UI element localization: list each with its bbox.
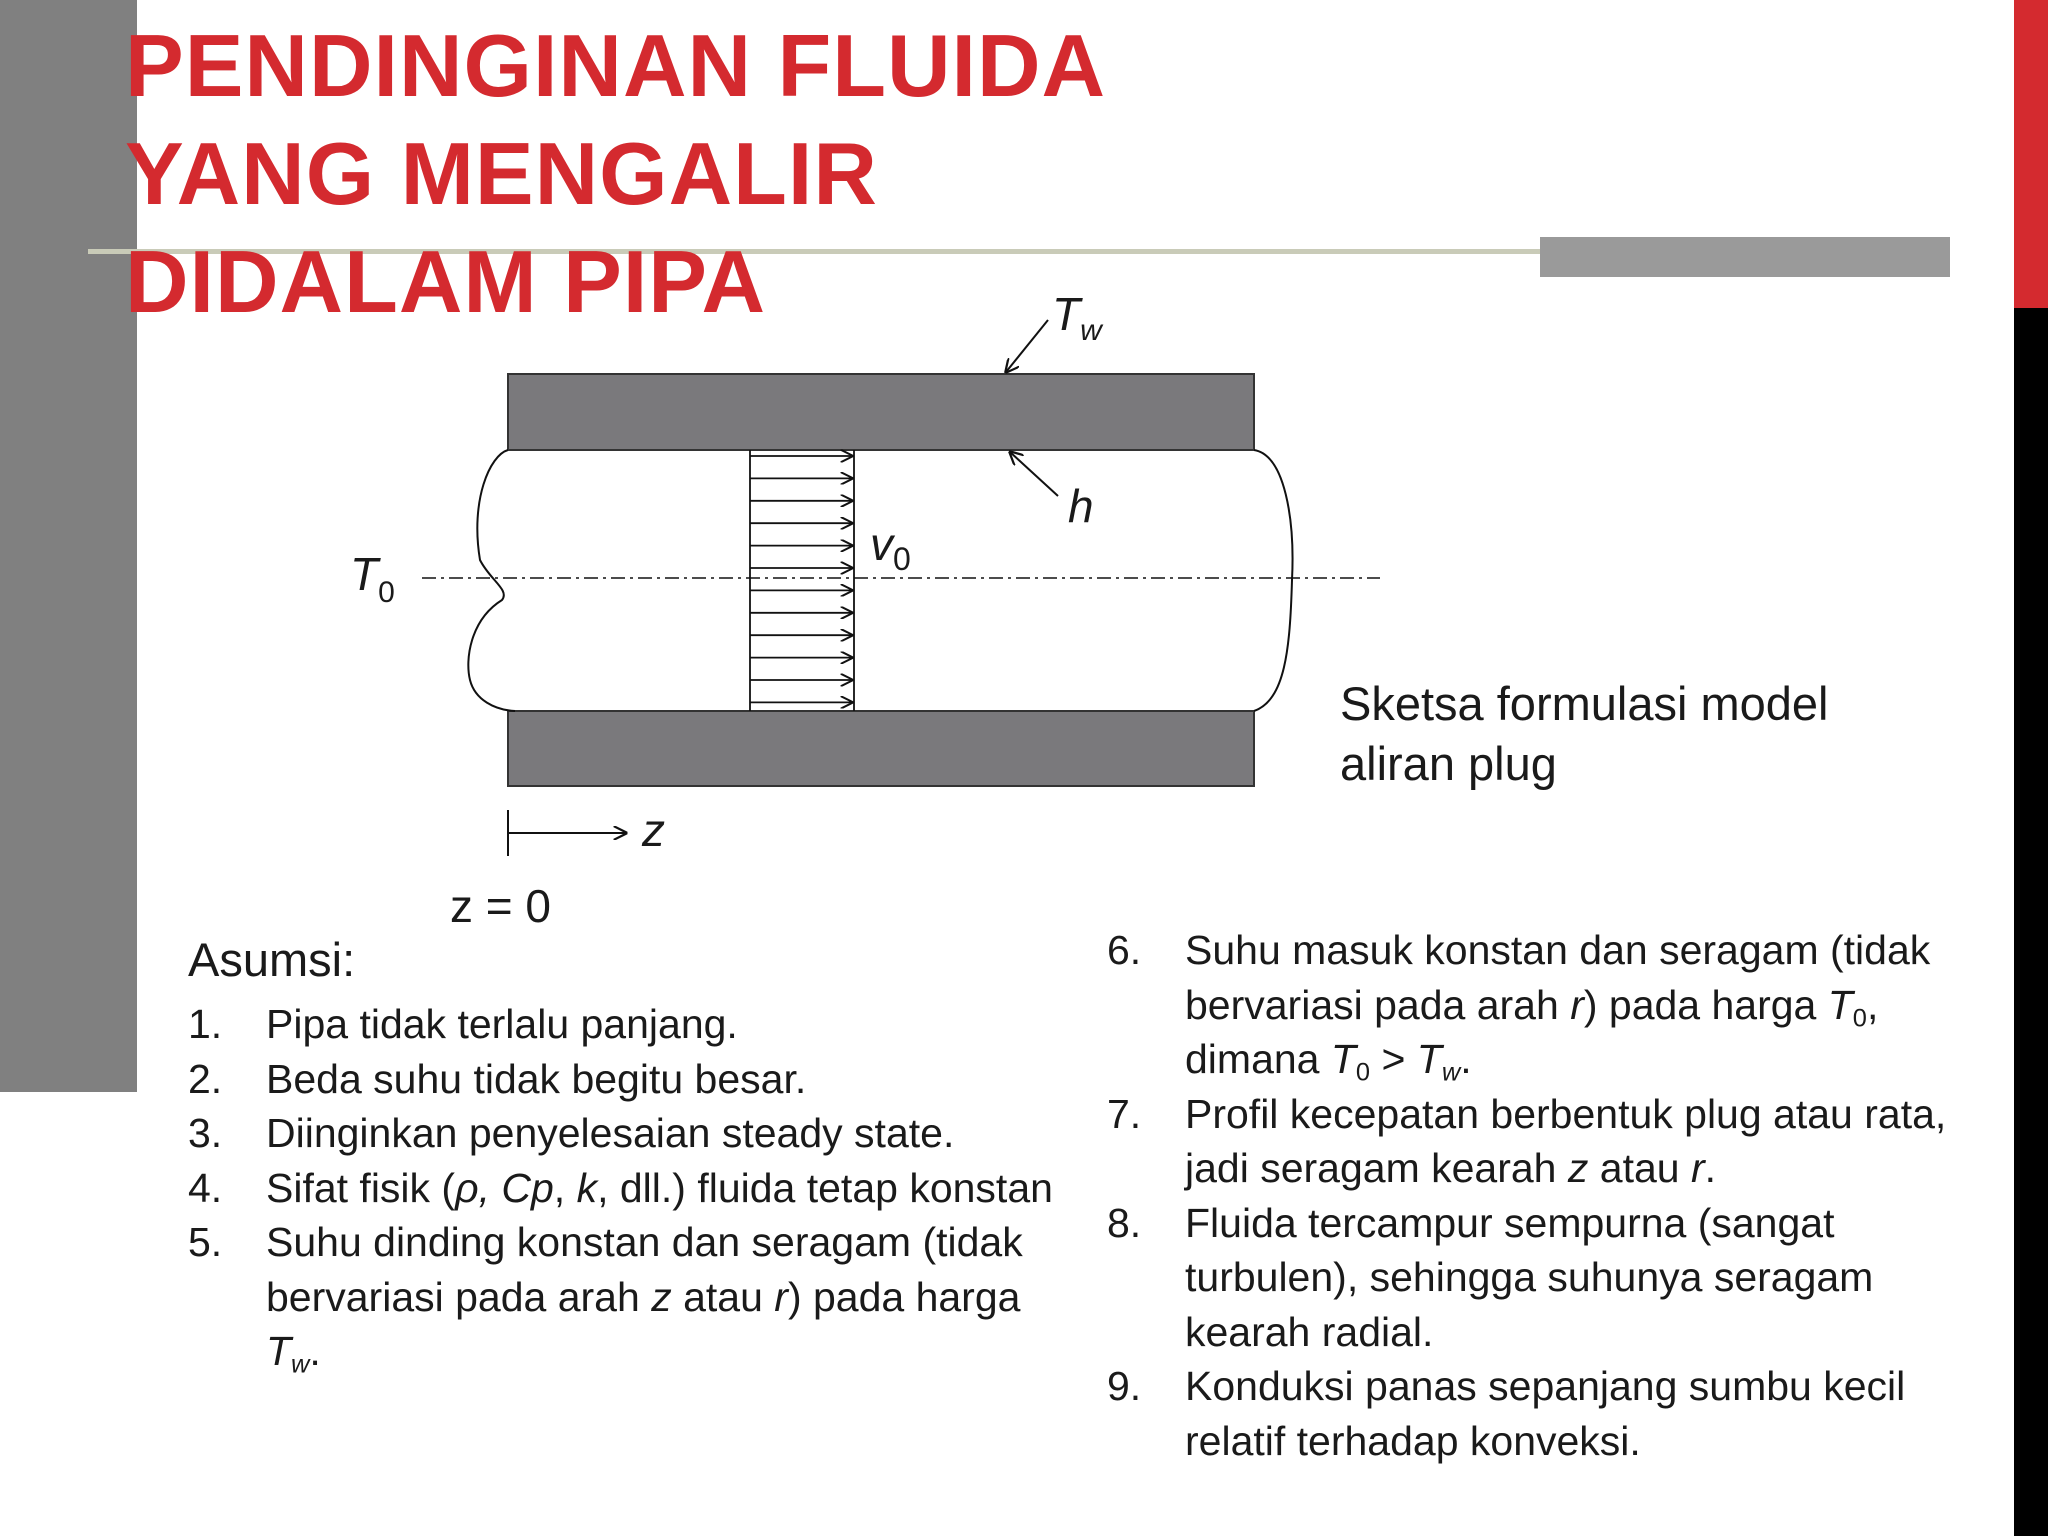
- title-line-2: YANG MENGALIR: [125, 124, 878, 223]
- pipe-bottom-wall: [508, 711, 1254, 786]
- assumptions-list-left: [188, 997, 1068, 1379]
- plug-flow-diagram: [330, 280, 1400, 940]
- title-line-3: DIDALAM PIPA: [125, 232, 767, 331]
- h-arrow: [1010, 452, 1058, 496]
- caption-line-2: aliran plug: [1340, 737, 1557, 790]
- list-item: 4. Sifat fisik (ρ, Cp, k, dll.) fluida tetap konstan: [188, 1164, 1053, 1211]
- assumptions-heading: Asumsi:: [188, 933, 356, 986]
- list-item: 5. Suhu dinding konstan dan seragam (tidak bervariasi pada arah z atau r) pada harga $T_w$.: [188, 1219, 1023, 1379]
- z-label: z: [642, 804, 665, 856]
- list-item: 2. Beda suhu tidak begitu besar.: [188, 1055, 807, 1102]
- tw-arrow: [1006, 320, 1048, 372]
- v0-label: $v_0$: [870, 518, 911, 577]
- list-item: 9. Konduksi panas sepanjang sumbu kecil relatif terhadap konveksi.: [1107, 1363, 1906, 1464]
- t0-label: $T_0$: [350, 548, 395, 609]
- right-black-accent: [2014, 308, 2048, 1536]
- pipe-top-wall: [508, 374, 1254, 450]
- plug-velocity-profile: [750, 450, 854, 711]
- diagram-caption: [1340, 674, 1828, 794]
- z0-label: z = 0: [450, 880, 552, 932]
- assumptions-list-right: [1107, 923, 1987, 1468]
- list-item: 3. Diinginkan penyelesaian steady state.: [188, 1110, 955, 1156]
- pipe-inlet-profile: [468, 450, 515, 711]
- left-gray-bar: [0, 0, 137, 1092]
- title-line-1: PENDINGINAN FLUIDA: [125, 16, 1107, 115]
- h-label: h: [1068, 480, 1094, 532]
- list-item: 8. Fluida tercampur sempurna (sangat turbulen), sehingga suhunya seragam kearah radial.: [1107, 1199, 1874, 1355]
- right-red-accent: [2014, 0, 2048, 308]
- list-item: 7. Profil kecepatan berbentuk plug atau rata, jadi seragam kearah z atau r.: [1107, 1090, 1947, 1191]
- caption-line-1: Sketsa formulasi model: [1340, 677, 1829, 730]
- tw-label: $T_w$: [1052, 288, 1102, 347]
- title-rule-block: [1540, 237, 1950, 277]
- list-item: 1. Pipa tidak terlalu panjang.: [188, 1001, 738, 1047]
- list-item: 6. Suhu masuk konstan dan seragam (tidak bervariasi pada arah r) pada harga $T_0$, dimana $T_0 > T_w$.: [1107, 927, 1931, 1087]
- pipe-outlet-edge: [1254, 450, 1293, 711]
